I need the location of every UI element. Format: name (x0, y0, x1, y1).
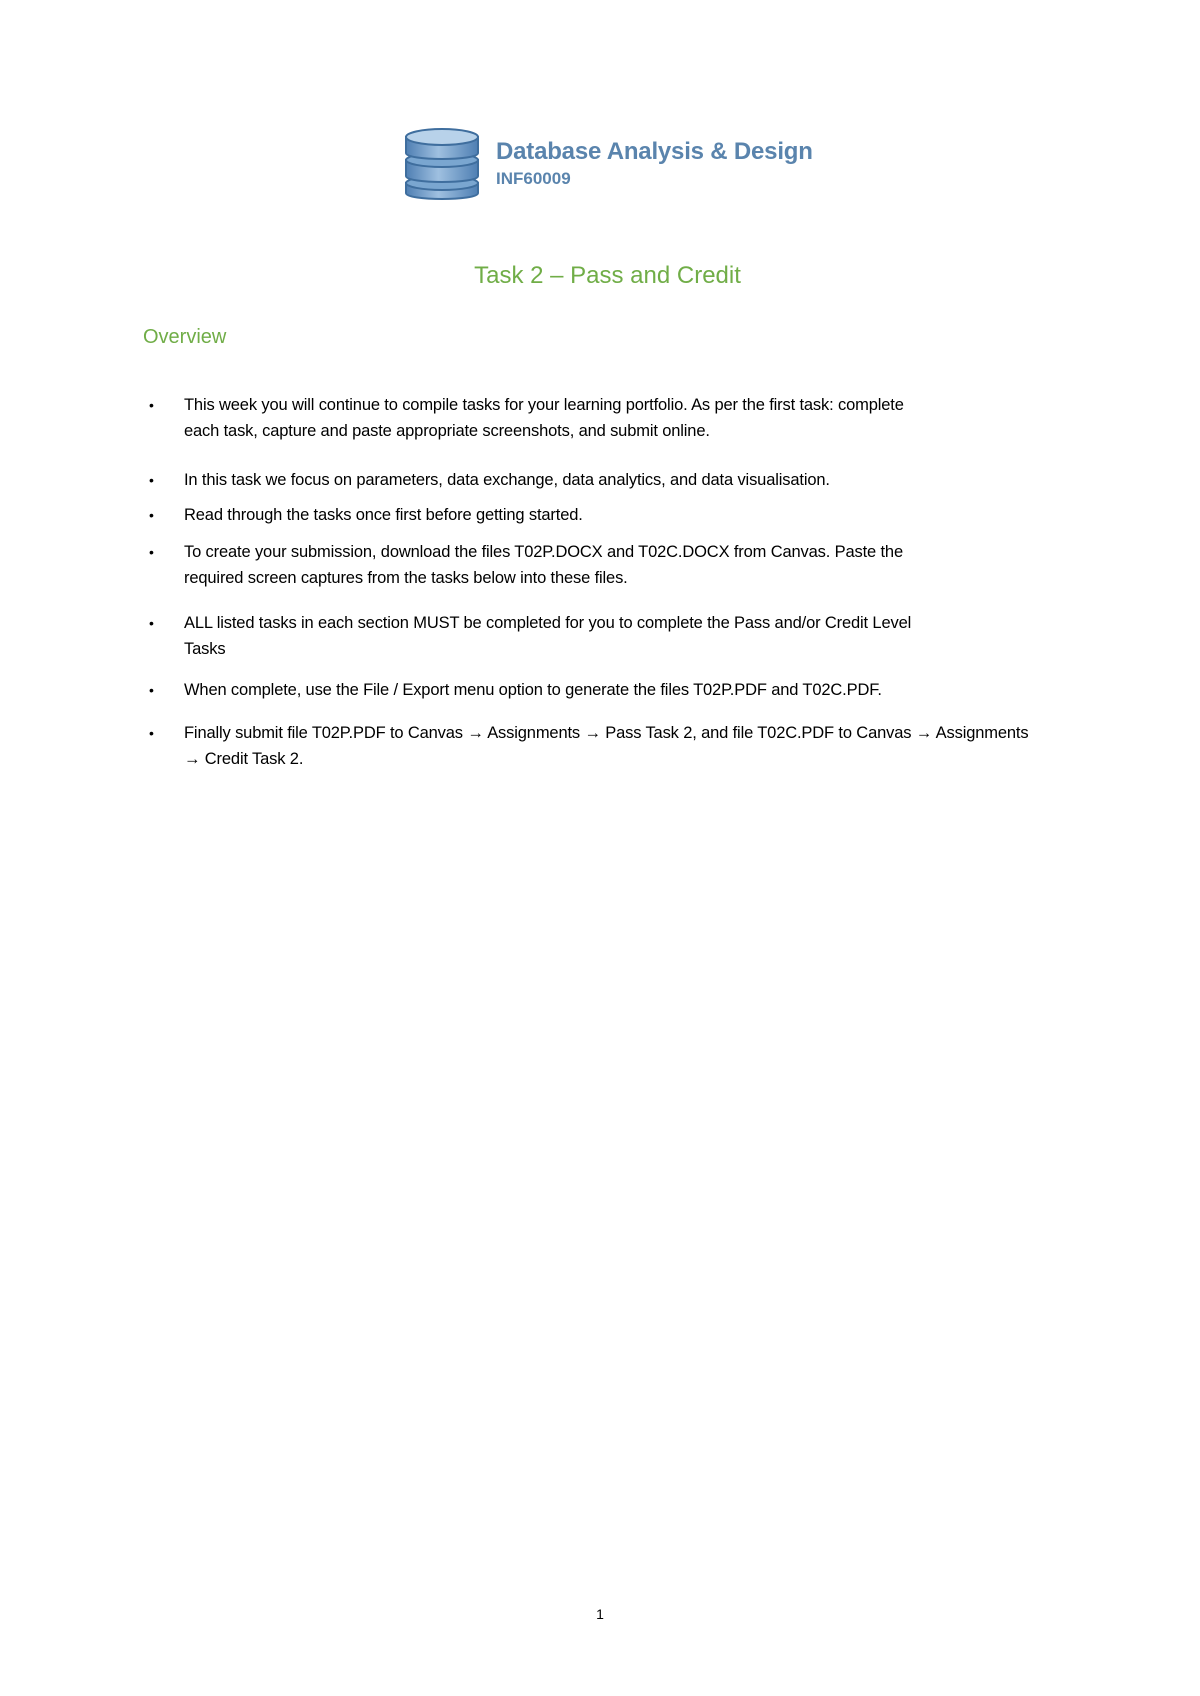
list-item-text: Tasks (184, 640, 226, 658)
overview-bullet-list (143, 380, 1143, 772)
logo-title: Database Analysis & Design (496, 137, 813, 165)
list-item-text: required screen captures from the tasks below into these files. (184, 569, 628, 587)
list-item-text: This week you will continue to compile tasks for your learning portfolio. As per the first task: complete (184, 396, 904, 414)
list-item (143, 502, 1143, 528)
list-item (143, 677, 1143, 703)
bullet-icon: • (149, 682, 154, 698)
list-item-text: When complete, use the File / Export menu option to generate the files T02P.PDF and T02C.PDF. (184, 681, 882, 699)
document-title: Task 2 – Pass and Credit (474, 262, 741, 289)
list-item-text: each task, capture and paste appropriate screenshots, and submit online. (184, 422, 710, 440)
course-logo (400, 123, 813, 207)
page-number: 1 (596, 1606, 604, 1622)
list-item-text: ALL listed tasks in each section MUST be completed for you to complete the Pass and/or Credit Level (184, 614, 912, 632)
bullet-icon: • (149, 615, 154, 631)
list-item-text: → Credit Task 2. (184, 750, 304, 768)
bullet-icon: • (149, 507, 154, 523)
bullet-icon: • (149, 725, 154, 741)
list-item (143, 610, 1143, 662)
list-item-text: Read through the tasks once first before getting started. (184, 506, 583, 524)
bullet-icon: • (149, 397, 154, 413)
logo-text (496, 138, 813, 189)
list-item-text: In this task we focus on parameters, data exchange, data analytics, and data visualisation. (184, 471, 830, 489)
list-item (143, 467, 1143, 493)
bullet-icon: • (149, 472, 154, 488)
list-item (143, 392, 1143, 444)
list-item-text: To create your submission, download the files T02P.DOCX and T02C.DOCX from Canvas. Paste the (184, 543, 903, 561)
list-item (143, 720, 1143, 772)
bullet-icon: • (149, 544, 154, 560)
logo-course-code: INF60009 (496, 168, 571, 188)
list-item-text: Finally submit file T02P.PDF to Canvas → Assignments → Pass Task 2, and file T02C.PDF to Canvas → Assignments (184, 724, 1029, 742)
section-heading-overview: Overview (143, 326, 227, 348)
database-icon (400, 123, 484, 207)
list-item (143, 539, 1143, 591)
